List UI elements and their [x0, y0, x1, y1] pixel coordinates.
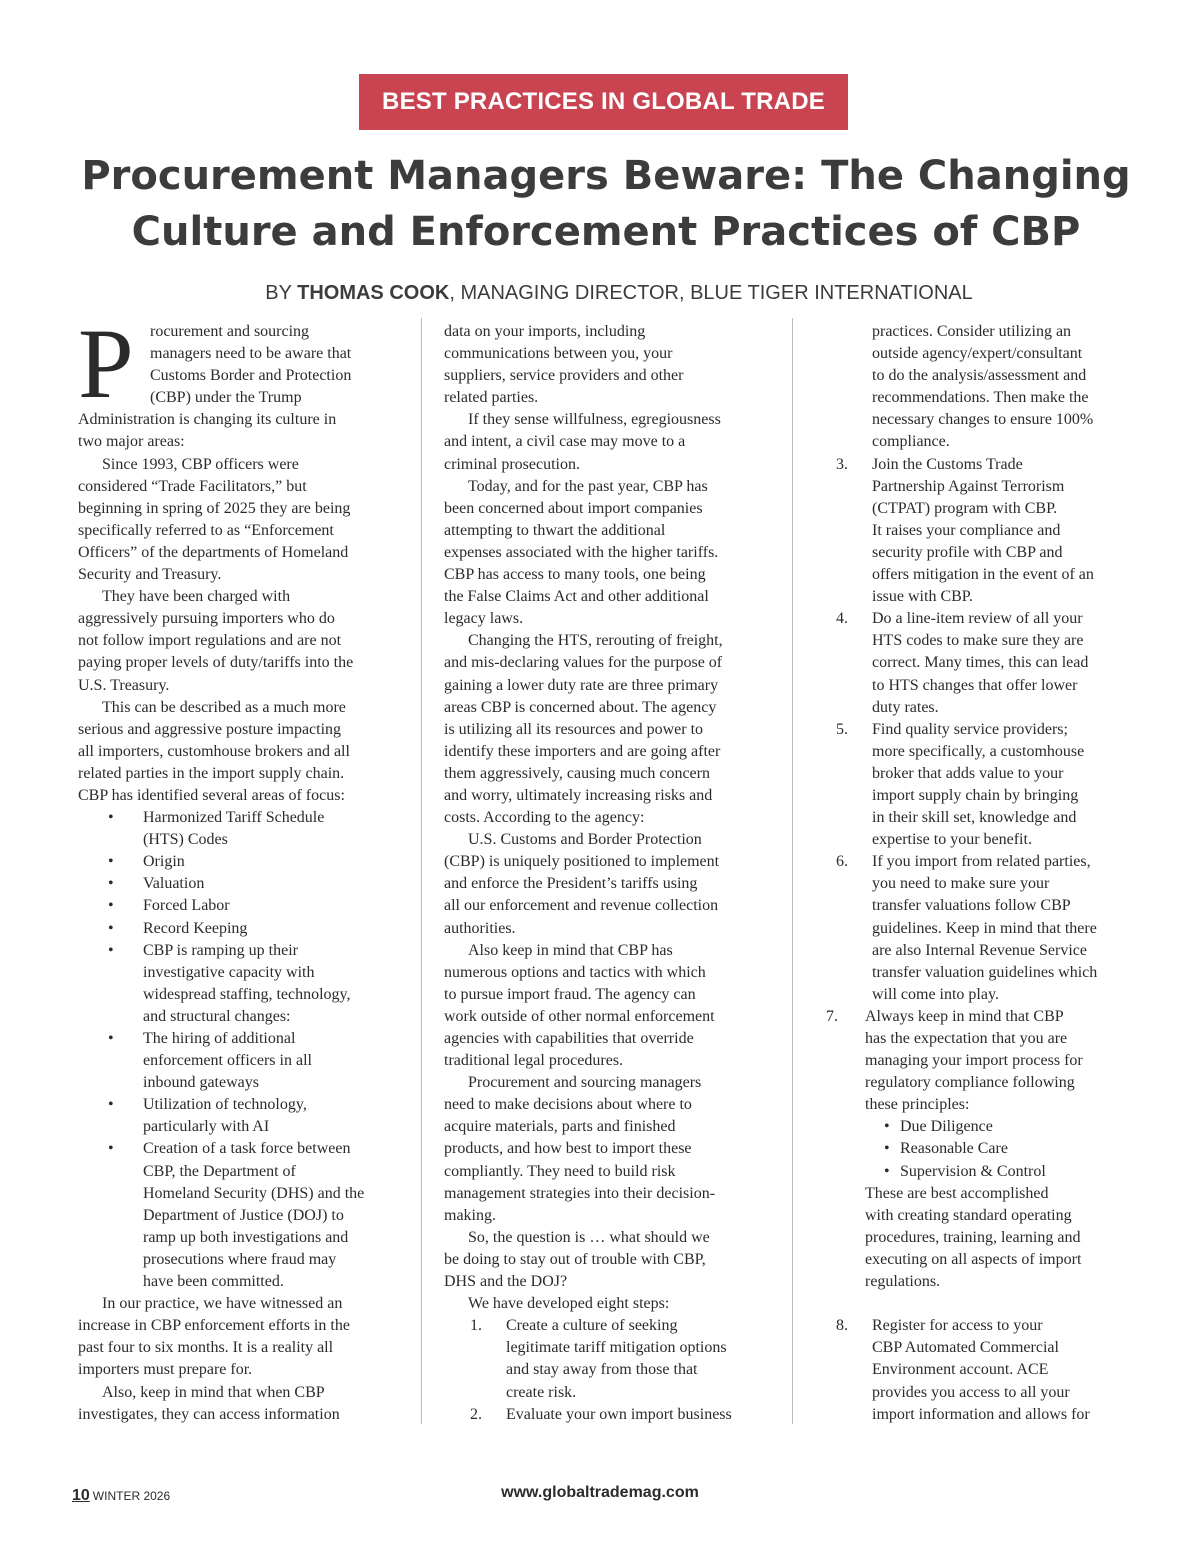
bullet-marker: • [108, 1140, 114, 1158]
text-line: Since 1993, CBP officers were [102, 455, 299, 473]
text-line: to HTS changes that offer lower [872, 676, 1078, 694]
text-line: all importers, customhouse brokers and all [78, 742, 350, 760]
bullet-item: • Creation of a task force between [78, 1138, 418, 1160]
drop-cap: P [78, 308, 134, 419]
text-line: Homeland Security (DHS) and the [143, 1184, 365, 1202]
text-line: security profile with CBP and [872, 543, 1063, 561]
text-line: offers mitigation in the event of an [872, 566, 1094, 584]
text-line: have been committed. [143, 1273, 284, 1291]
byline-author: THOMAS COOK [297, 282, 450, 304]
text-line: CBP has identified several areas of focus: [78, 786, 345, 804]
text-line: create risk. [506, 1383, 577, 1401]
text-line: and structural changes: [143, 1007, 291, 1025]
text-line: recommendations. Then make the [872, 389, 1089, 407]
text-line: CBP Automated Commercial [872, 1339, 1059, 1357]
text-line: Department of Justice (DOJ) to [143, 1206, 344, 1224]
text-line: traditional legal procedures. [444, 1052, 624, 1070]
list-number: 4. [836, 610, 848, 628]
text-line: In our practice, we have witnessed an [102, 1295, 343, 1313]
text-line: import information and allows for [872, 1405, 1090, 1423]
bullet-marker: • [108, 897, 114, 915]
text-line: importers must prepare for. [78, 1361, 253, 1379]
text-line: been concerned about import companies [444, 499, 703, 517]
text-line: two major areas: [78, 433, 185, 451]
text-line: provides you access to all your [872, 1383, 1070, 1401]
text-line: specifically referred to as “Enforcement [78, 521, 334, 539]
byline [0, 282, 1200, 305]
numbered-item: 8. Register for access to your [826, 1315, 1130, 1337]
list-number: 8. [836, 1317, 848, 1335]
bullet-marker: • [108, 941, 114, 959]
text-line: particularly with AI [143, 1118, 270, 1136]
text-line: Also, keep in mind that when CBP [102, 1383, 325, 1401]
numbered-item: 5. Find quality service providers; [826, 719, 1130, 741]
text-line: has the expectation that you are [865, 1030, 1068, 1047]
text-line: making. [444, 1206, 496, 1224]
blank-line [826, 1293, 1130, 1315]
text-line: CBP, the Department of [143, 1162, 296, 1180]
bullet-item: • Origin [78, 851, 418, 873]
text-line: all our enforcement and revenue collection [444, 897, 719, 915]
text-line: costs. According to the agency: [444, 809, 645, 827]
column-divider [421, 318, 422, 1424]
text-line: compliantly. They need to build risk [444, 1162, 676, 1180]
list-number: 6. [836, 853, 848, 871]
bullet-item: • Record Keeping [78, 918, 418, 940]
text-line: to pursue import fraud. The agency can [444, 985, 696, 1003]
text-line: work outside of other normal enforcement [444, 1007, 715, 1025]
text-line: be doing to stay out of trouble with CBP, [444, 1250, 706, 1268]
text-line: inbound gateways [143, 1074, 259, 1092]
list-number: 1. [470, 1317, 482, 1335]
text-line: beginning in spring of 2025 they are being [78, 499, 351, 517]
text-line: communications between you, your [444, 345, 673, 363]
text-line: Procurement and sourcing managers [468, 1074, 702, 1092]
bullet-marker: • [884, 1162, 890, 1180]
bullet-item: • Forced Labor [78, 895, 418, 917]
text-line: considered “Trade Facilitators,” but [78, 477, 307, 495]
text-line: Officers” of the departments of Homeland [78, 543, 349, 561]
text-line: transfer valuations follow CBP [872, 897, 1071, 915]
text-line: enforcement officers in all [143, 1052, 312, 1070]
text-line: investigative capacity with [143, 963, 315, 981]
text-line: ramp up both investigations and [143, 1228, 349, 1246]
article-column-1 [78, 321, 418, 1426]
text-line: necessary changes to ensure 100% [872, 411, 1094, 429]
text-line: them aggressively, causing much concern [444, 764, 710, 782]
text-line: not follow import regulations and are not [78, 632, 342, 650]
text-line: paying proper levels of duty/tariffs into the [78, 654, 354, 672]
text-line: If they sense willfulness, egregiousness [468, 411, 721, 429]
text-line: agencies with capabilities that override [444, 1030, 694, 1047]
bullet-item: • Valuation [78, 873, 418, 895]
text-line: and stay away from those that [506, 1361, 698, 1379]
bullet-item: • Due Diligence [826, 1116, 1130, 1138]
text-line: Partnership Against Terrorism [872, 477, 1065, 495]
numbered-item: 4. Do a line-item review of all your [826, 608, 1130, 630]
text-line: and enforce the President’s tariffs using [444, 875, 698, 893]
text-line: executing on all aspects of import [865, 1250, 1082, 1268]
text-line: procedures, training, learning and [865, 1228, 1081, 1246]
text-line: compliance. [872, 433, 950, 451]
list-number: 7. [826, 1007, 838, 1025]
text-line: serious and aggressive posture impacting [78, 720, 342, 738]
bullet-marker: • [108, 809, 114, 827]
text-line: you need to make sure your [872, 875, 1050, 893]
text-line: These are best accomplished [865, 1184, 1049, 1202]
text-line: (CBP) is uniquely positioned to implement [444, 853, 720, 871]
article-column-2 [444, 321, 784, 1426]
text-line: authorities. [444, 919, 516, 937]
section-banner [359, 74, 848, 130]
text-line: DHS and the DOJ? [444, 1273, 568, 1291]
article-column-3 [826, 321, 1130, 1426]
bullet-item: • CBP is ramping up their [78, 940, 418, 962]
bullet-marker: • [108, 875, 114, 893]
text-line: Customs Border and Protection [150, 367, 352, 385]
article-title-line-1: Procurement Managers Beware: The Changing [81, 153, 1131, 199]
text-line: correct. Many times, this can lead [872, 654, 1089, 672]
text-line: outside agency/expert/consultant [872, 345, 1083, 363]
bullet-marker: • [108, 919, 114, 937]
text-line: rocurement and sourcing [150, 323, 310, 340]
text-line: these principles: [865, 1096, 970, 1114]
text-line: prosecutions where fraud may [143, 1250, 337, 1268]
text-line: related parties in the import supply chain. [78, 764, 345, 782]
text-line: expertise to your benefit. [872, 831, 1032, 849]
bullet-item: • Reasonable Care [826, 1138, 1130, 1160]
text-line: Also keep in mind that CBP has [468, 941, 673, 959]
text-line: managing your import process for [865, 1052, 1083, 1070]
text-line: Today, and for the past year, CBP has [468, 477, 708, 495]
text-line: We have developed eight steps: [468, 1295, 670, 1313]
article-title-line-2: Culture and Enforcement Practices of CBP [131, 209, 1081, 255]
text-line: They have been charged with [102, 588, 291, 606]
bullet-marker: • [108, 1096, 114, 1114]
bullet-item: • The hiring of additional [78, 1028, 418, 1050]
text-line: related parties. [444, 389, 539, 407]
text-line: will come into play. [872, 985, 999, 1003]
text-line: import supply chain by bringing [872, 786, 1079, 804]
website-url: www.globaltrademag.com [501, 1484, 699, 1501]
bullet-marker: • [108, 1030, 114, 1047]
text-line: So, the question is … what should we [468, 1228, 710, 1246]
numbered-item: 6. If you import from related parties, [826, 851, 1130, 873]
text-line: suppliers, service providers and other [444, 367, 684, 385]
text-line: Security and Treasury. [78, 566, 222, 584]
text-line: (CTPAT) program with CBP. [872, 499, 1058, 517]
text-line: identify these importers and are going after [444, 742, 721, 760]
text-line: more specifically, a customhouse [872, 742, 1085, 760]
text-line: areas CBP is concerned about. The agency [444, 698, 717, 716]
text-line: criminal prosecution. [444, 455, 580, 473]
text-line: U.S. Treasury. [78, 676, 170, 694]
text-line: numerous options and tactics with which [444, 963, 706, 981]
text-line: with creating standard operating [865, 1206, 1072, 1224]
bullet-marker: • [884, 1140, 890, 1158]
text-line: the False Claims Act and other additional [444, 588, 709, 606]
text-line: issue with CBP. [872, 588, 973, 606]
bullet-marker: • [884, 1118, 890, 1136]
bullet-item: • Utilization of technology, [78, 1094, 418, 1116]
text-line: and mis-declaring values for the purpose of [444, 654, 723, 672]
text-line: investigates, they can access information [78, 1405, 340, 1423]
text-line: practices. Consider utilizing an [872, 323, 1072, 340]
text-line: expenses associated with the higher tariffs. [444, 543, 719, 561]
text-line: widespread staffing, technology, [143, 985, 351, 1003]
list-number: 3. [836, 455, 848, 473]
bullet-item: • Supervision & Control [826, 1161, 1130, 1183]
list-number: 2. [470, 1405, 482, 1423]
article-title [40, 148, 1172, 260]
text-line: Administration is changing its culture in [78, 411, 337, 429]
text-line: Changing the HTS, rerouting of freight, [468, 632, 723, 650]
text-line: managers need to be aware that [150, 345, 352, 363]
numbered-item: 2. Evaluate your own import business [444, 1404, 784, 1426]
text-line: This can be described as a much more [102, 698, 346, 716]
text-line: regulations. [865, 1273, 941, 1291]
text-line: aggressively pursuing importers who do [78, 610, 335, 628]
text-line: to do the analysis/assessment and [872, 367, 1087, 385]
text-line: need to make decisions about where to [444, 1096, 692, 1114]
text-line: Environment account. ACE [872, 1361, 1049, 1379]
text-line: is utilizing all its resources and power to [444, 720, 704, 738]
text-line: data on your imports, including [444, 323, 646, 340]
text-line: duty rates. [872, 698, 939, 716]
text-line: transfer valuation guidelines which [872, 963, 1098, 981]
text-line: gaining a lower duty rate are three primary [444, 676, 719, 694]
text-line: products, and how best to import these [444, 1140, 692, 1158]
bullet-item: • Harmonized Tariff Schedule [78, 807, 418, 829]
text-line: U.S. Customs and Border Protection [468, 831, 702, 849]
text-line: increase in CBP enforcement efforts in the [78, 1317, 350, 1335]
text-line: HTS codes to make sure they are [872, 632, 1084, 650]
text-line: CBP has access to many tools, one being [444, 566, 706, 584]
text-line: It raises your compliance and [872, 521, 1061, 539]
text-line: are also Internal Revenue Service [872, 941, 1088, 959]
text-line: acquire materials, parts and finished [444, 1118, 676, 1136]
numbered-item: 3. Join the Customs Trade [826, 454, 1130, 476]
numbered-item: 7. Always keep in mind that CBP [826, 1006, 1130, 1028]
bullet-marker: • [108, 853, 114, 871]
text-line: (CBP) under the Trump [150, 389, 302, 407]
text-line: regulatory compliance following [865, 1074, 1075, 1092]
text-line: and intent, a civil case may move to a [444, 433, 686, 451]
text-line: legacy laws. [444, 610, 524, 628]
list-number: 5. [836, 720, 848, 738]
text-line: guidelines. Keep in mind that there [872, 919, 1097, 937]
text-line: legitimate tariff mitigation options [506, 1339, 727, 1357]
text-line: past four to six months. It is a reality all [78, 1339, 334, 1357]
numbered-item: 1. Create a culture of seeking [444, 1315, 784, 1337]
text-line: (HTS) Codes [143, 831, 228, 849]
issue-label: WINTER 2026 [92, 1489, 171, 1503]
text-line: attempting to thwart the additional [444, 521, 666, 539]
page-number: 10 [72, 1487, 90, 1504]
section-banner-label: BEST PRACTICES IN GLOBAL TRADE [382, 88, 825, 115]
text-line: broker that adds value to your [872, 764, 1064, 782]
text-line: management strategies into their decision- [444, 1184, 716, 1202]
text-line: and worry, ultimately increasing risks and [444, 786, 713, 804]
byline-prefix: BY [265, 282, 298, 304]
text-line: in their skill set, knowledge and [872, 809, 1077, 827]
column-divider [792, 318, 793, 1424]
byline-role: , MANAGING DIRECTOR, BLUE TIGER INTERNATIONAL [449, 282, 973, 304]
